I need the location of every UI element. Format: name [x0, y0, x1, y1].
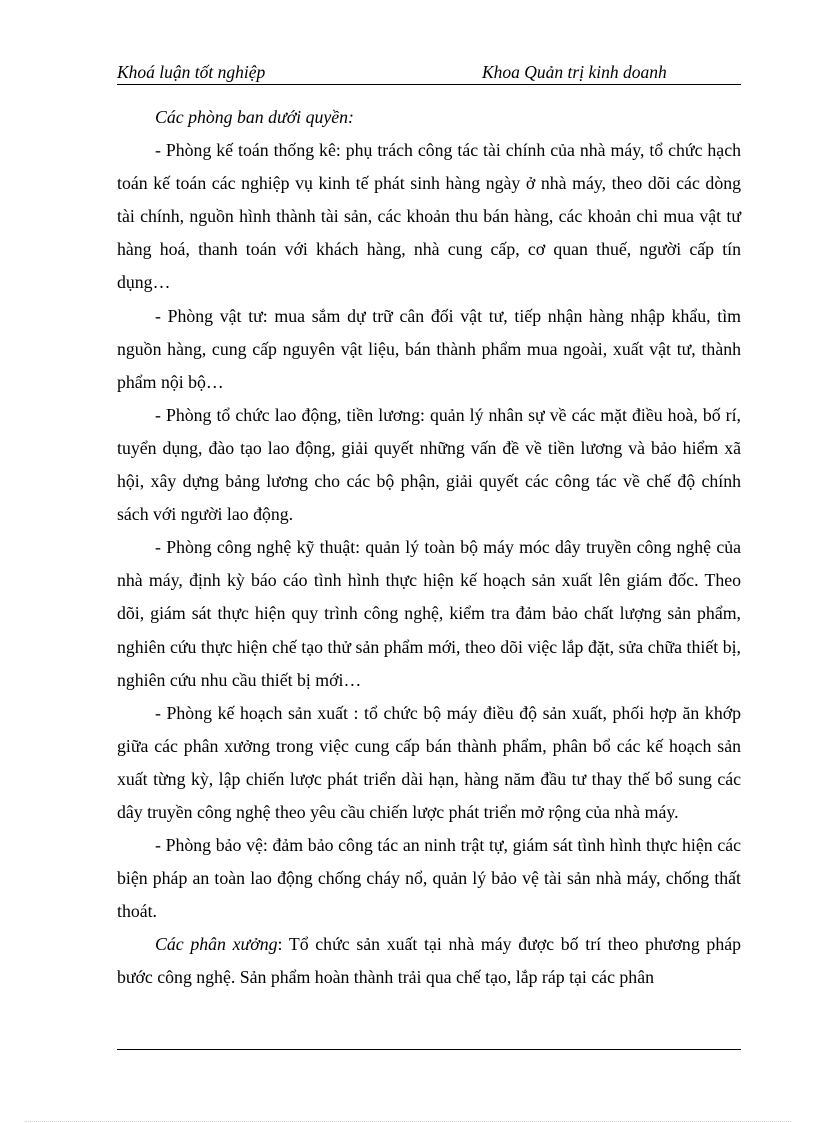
header-left-title: Khoá luận tốt nghiệp [117, 62, 266, 82]
section-intro: Các phòng ban dưới quyền: [155, 107, 354, 127]
body-text [117, 101, 741, 995]
paragraph-accounting: - Phòng kế toán thống kê: phụ trách công tác tài chính của nhà máy, tổ chức hạch toán kế toán các nghiệp vụ kinh tế phát sinh hàng ngày ở nhà máy, theo dõi các dòng tài chính, nguồn hình thành tài sản, các khoản thu bán hàng, các khoản chi mua vật tư hàng hoá, thanh toán với khách hàng, nhà cung cấp, cơ quan thuế, người cấp tín dụng… [117, 140, 741, 293]
page-header [117, 62, 741, 85]
paragraph-labor: - Phòng tổ chức lao động, tiền lương: quản lý nhân sự về các mặt điều hoà, bố rí, tuyển dụng, đào tạo lao động, giải quyết những vấn đề về tiền lương và bảo hiểm xã hội, xây dựng bảng lương cho các bộ phận, giải quyết các công tác về chế độ chính sách với người lao động. [117, 404, 741, 525]
header-right-title: Khoa Quản trị kinh doanh [482, 62, 667, 82]
paragraph-technology: - Phòng công nghệ kỹ thuật: quản lý toàn bộ máy móc dây truyền công nghệ của nhà máy, định kỳ báo cáo tình hình thực hiện kế hoạch sản xuất lên giám đốc. Theo dõi, giám sát thực hiện quy trình công nghệ, kiểm tra đảm bảo chất lượng sản phẩm, nghiên cứu thực hiện chế tạo thử sản phẩm mới, theo dõi việc lắp đặt, sửa chữa thiết bị, nghiên cứu nhu cầu thiết bị mới… [117, 537, 741, 690]
paragraph-materials: - Phòng vật tư: mua sắm dự trữ cân đối vật tư, tiếp nhận hàng nhập khẩu, tìm nguồn hàng, cung cấp nguyên vật liệu, bán thành phẩm mua ngoài, xuất vật tư, thành phẩm nội bộ… [117, 305, 741, 392]
paragraph-workshops [117, 928, 741, 994]
workshops-label: Các phân xưởng [155, 934, 278, 955]
paragraph-planning: - Phòng kế hoạch sản xuất : tổ chức bộ máy điều độ sản xuất, phối hợp ăn khớp giữa các phân xưởng trong việc cung cấp bán thành phẩm, phân bổ các kế hoạch sản xuất từng kỳ, lập chiến lược phát triển dài hạn, hàng năm đầu tư thay thế bổ sung các dây truyền công nghệ theo yêu cầu chiến lược phát triển mở rộng của nhà máy. [117, 702, 741, 822]
footer-rule [117, 1049, 741, 1050]
page-edge [25, 1121, 791, 1122]
paragraph-security: - Phòng bảo vệ: đảm bảo công tác an ninh trật tự, giám sát tình hình thực hiện các biện pháp an toàn lao động chống cháy nổ, quản lý bảo vệ tài sản nhà máy, chống thất thoát. [117, 835, 741, 922]
workshops-text: : Tổ chức sản xuất tại nhà máy được bố trí theo phương pháp bước công nghệ. Sản phẩm hoàn thành trải qua chế tạo, lắp ráp tại các phân [117, 934, 741, 988]
